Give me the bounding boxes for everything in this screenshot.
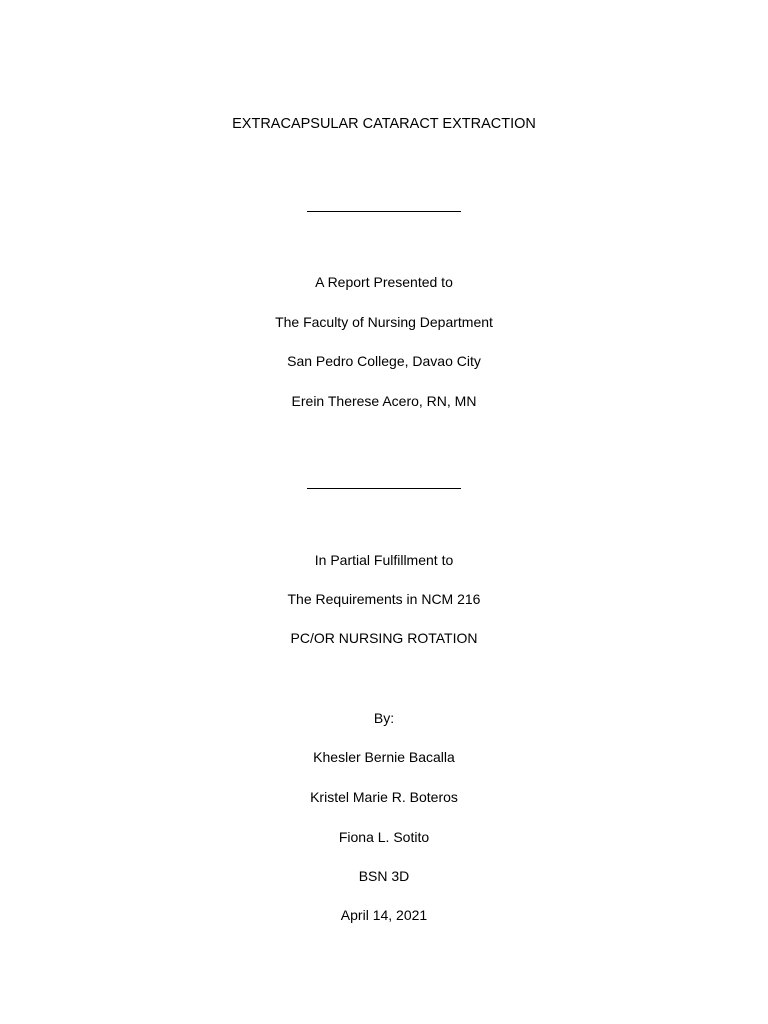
author-name-1: Khesler Bernie Bacalla (313, 749, 455, 765)
report-date: April 14, 2021 (340, 907, 428, 923)
presented-line-1: A Report Presented to (315, 274, 453, 290)
fulfillment-line-1: In Partial Fulfillment to (314, 552, 454, 568)
fulfillment-line-3: PC/OR NURSING ROTATION (290, 630, 478, 646)
presented-line-2: The Faculty of Nursing Department (275, 314, 493, 330)
author-name-2: Kristel Marie R. Boteros (310, 789, 458, 805)
fulfillment-line-2: The Requirements in NCM 216 (287, 591, 481, 607)
author-name-3: Fiona L. Sotito (338, 829, 430, 845)
authors-label: By: (373, 710, 395, 726)
presented-line-4: Erein Therese Acero, RN, MN (291, 393, 477, 409)
presented-line-3: San Pedro College, Davao City (287, 353, 481, 369)
separator-line-bottom (307, 488, 461, 489)
report-title: EXTRACAPSULAR CATARACT EXTRACTION (232, 116, 536, 132)
section-label: BSN 3D (358, 868, 410, 884)
separator-line-top (307, 211, 461, 212)
